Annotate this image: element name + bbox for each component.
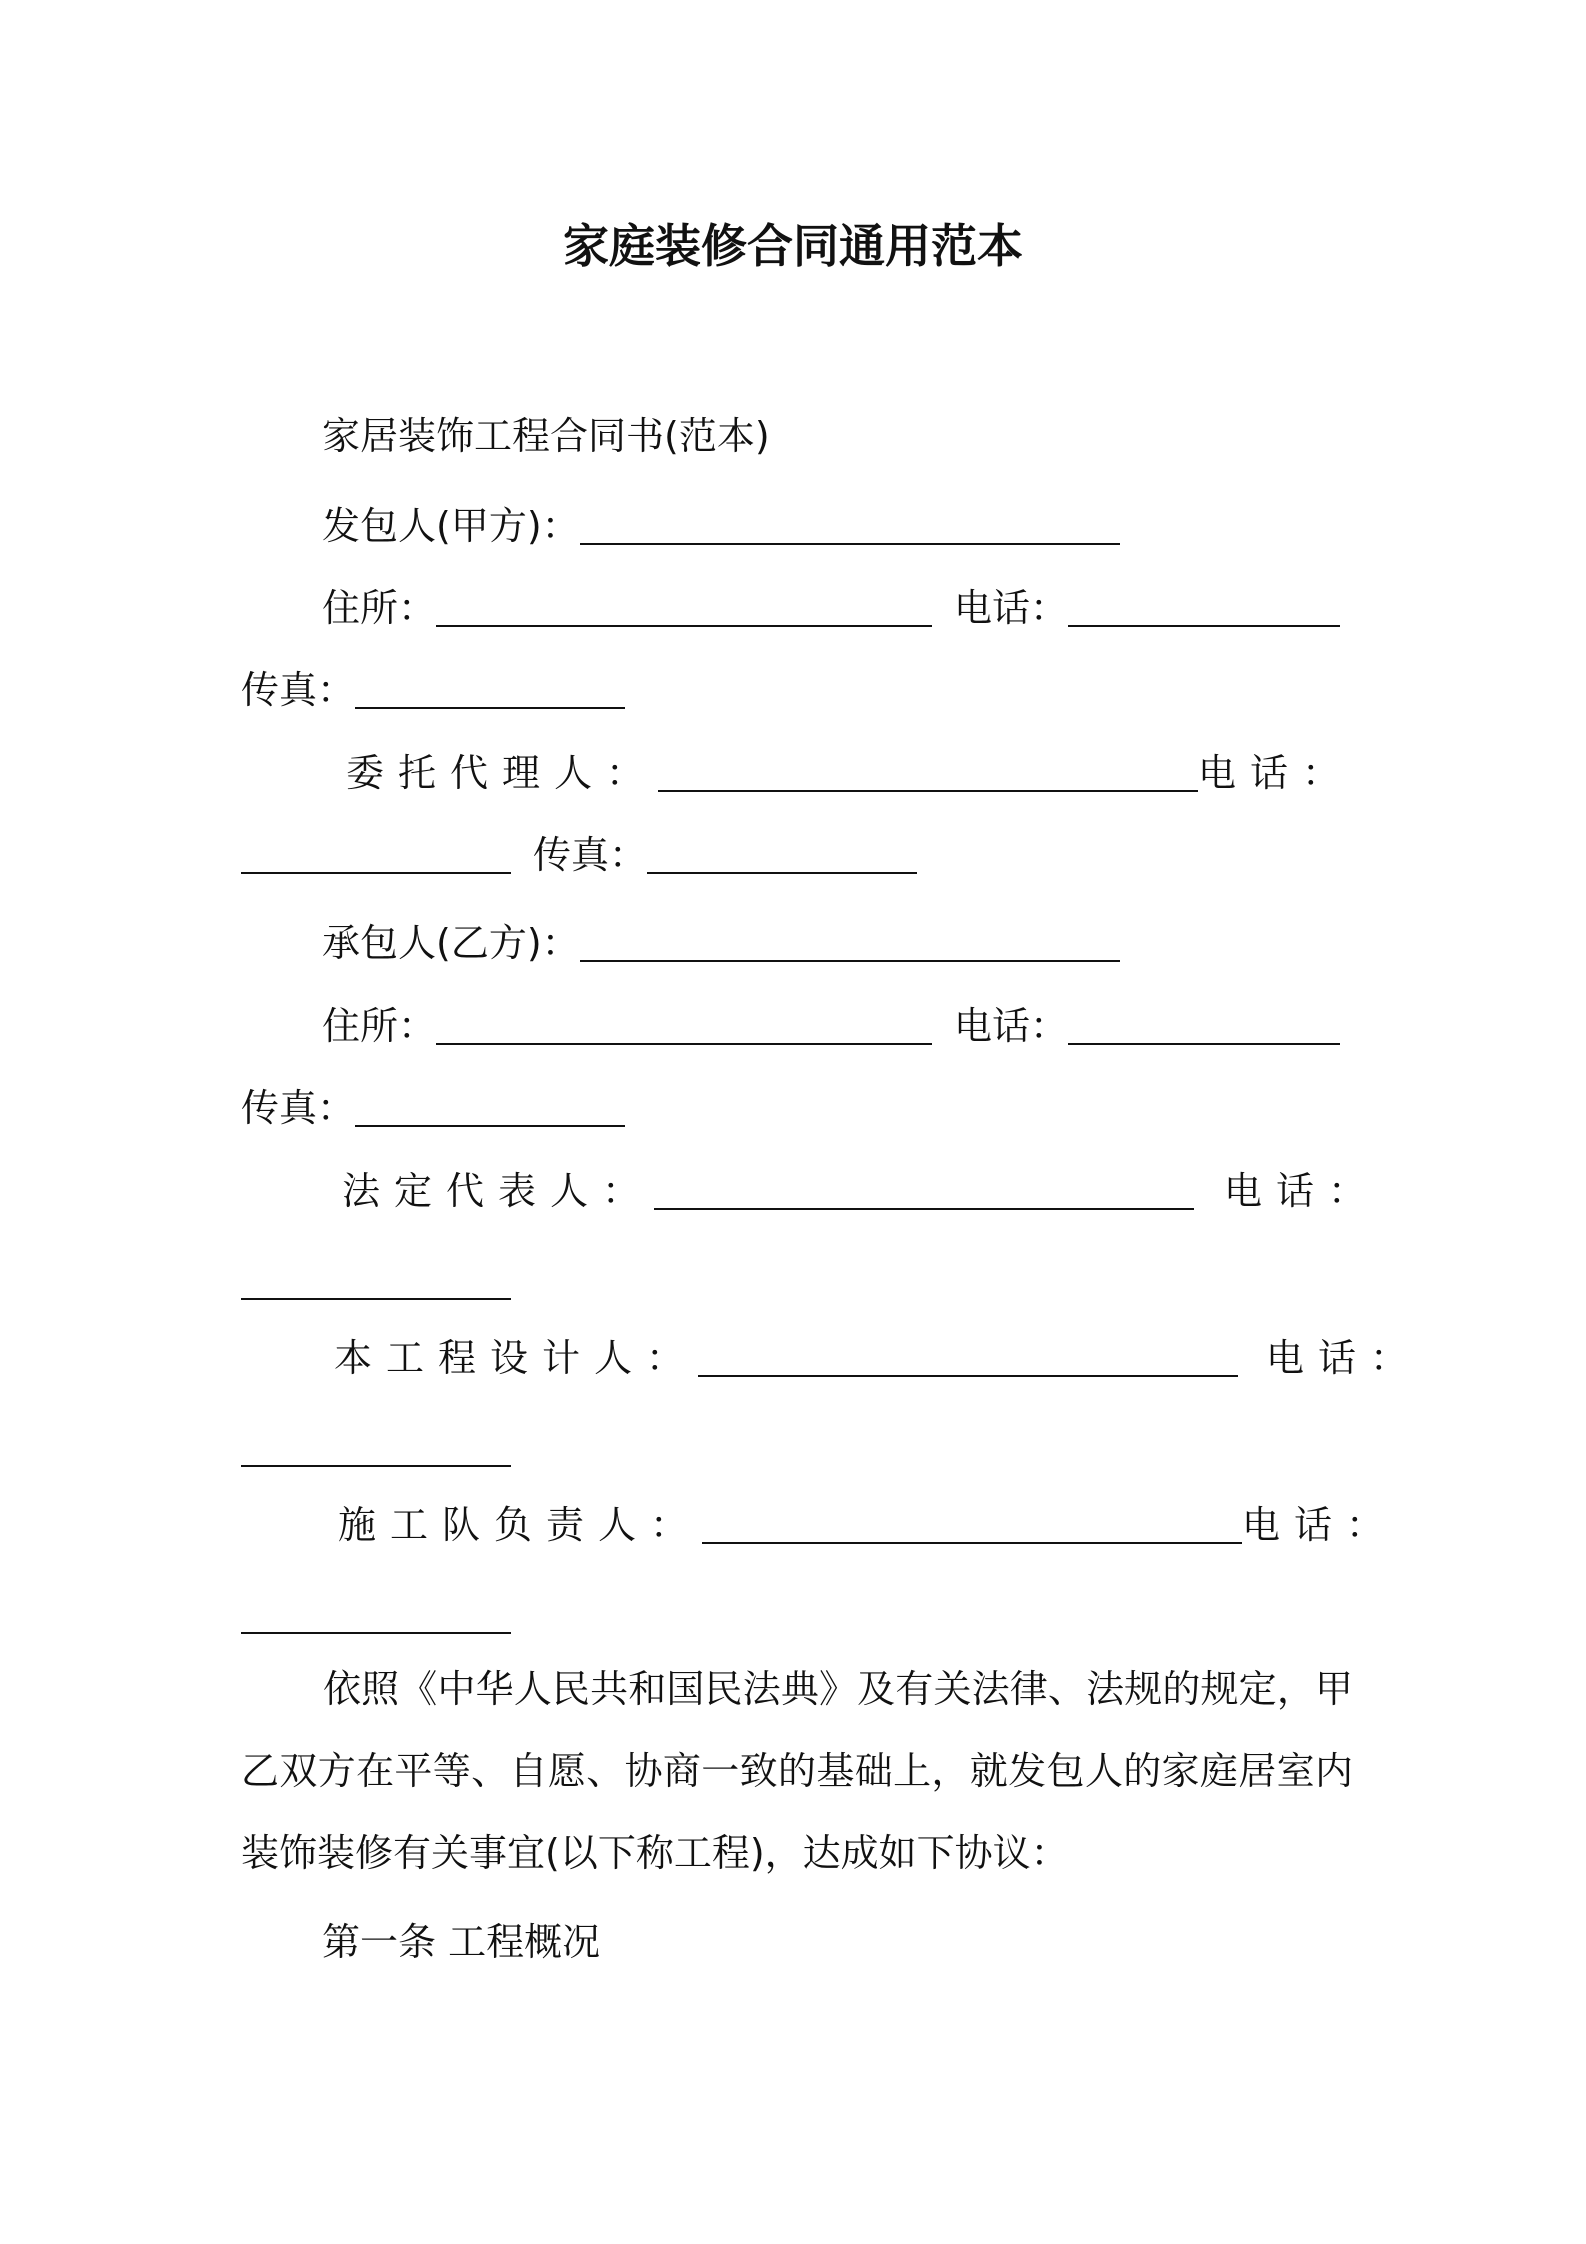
party-a-phone-label: 电话：	[954, 586, 1069, 630]
party-b-fax-label: 传真：	[241, 1086, 356, 1130]
party-a-fax-row	[241, 662, 625, 718]
party-b-team-leader-phone-field[interactable]	[241, 1592, 511, 1634]
party-b-name-field[interactable]	[580, 920, 1120, 962]
party-a-row	[322, 498, 1120, 554]
party-b-address-row	[322, 998, 1340, 1054]
party-a-agent-fax-field[interactable]	[647, 832, 917, 874]
party-b-designer-row	[334, 1330, 1422, 1386]
party-a-agent-phone-field[interactable]	[241, 832, 511, 874]
party-b-legal-rep-row	[342, 1163, 1380, 1219]
party-b-fax-row	[241, 1080, 625, 1136]
party-a-name-field[interactable]	[580, 503, 1120, 545]
party-a-address-field[interactable]	[436, 585, 932, 627]
document-title: 家庭装修合同通用范本	[563, 219, 1023, 273]
contract-subtitle: 家居装饰工程合同书(范本)	[322, 414, 770, 458]
party-a-fax-field[interactable]	[355, 667, 625, 709]
party-b-address-label: 住所：	[322, 1004, 437, 1048]
party-a-agent-contact-row	[241, 827, 917, 883]
party-b-designer-label: 本工程设计人：	[334, 1336, 699, 1380]
party-b-legal-rep-phone-label: 电话：	[1224, 1169, 1381, 1213]
party-a-agent-row	[346, 745, 1354, 801]
party-b-address-field[interactable]	[436, 1003, 932, 1045]
party-b-designer-phone-row	[241, 1420, 511, 1476]
party-b-legal-rep-label: 法定代表人：	[342, 1169, 655, 1213]
preamble-paragraph: 依照《中华人民共和国民法典》及有关法律、法规的规定，甲乙双方在平等、自愿、协商一致的基础上，就发包人的家庭居室内装饰装修有关事宜(以下称工程)，达成如下协议：	[241, 1667, 1353, 1875]
party-b-team-leader-phone-row	[241, 1587, 511, 1643]
party-a-agent-fax-label: 传真：	[533, 833, 648, 877]
party-b-team-leader-phone-label: 电话：	[1242, 1503, 1399, 1547]
party-a-address-label: 住所：	[322, 586, 437, 630]
party-b-team-leader-label: 施工队负责人：	[338, 1503, 703, 1547]
party-a-address-row	[322, 580, 1340, 636]
party-b-team-leader-row	[338, 1497, 1398, 1553]
party-b-fax-field[interactable]	[355, 1085, 625, 1127]
party-a-label: 发包人(甲方)：	[322, 504, 580, 548]
party-b-legal-rep-phone-row	[241, 1253, 511, 1309]
party-a-phone-field[interactable]	[1068, 585, 1340, 627]
party-a-fax-label: 传真：	[241, 668, 356, 712]
party-a-agent-phone-label: 电话：	[1198, 751, 1355, 795]
party-b-label: 承包人(乙方)：	[322, 921, 580, 965]
party-b-phone-field[interactable]	[1068, 1003, 1340, 1045]
party-b-designer-field[interactable]	[698, 1335, 1238, 1377]
party-b-designer-phone-field[interactable]	[241, 1425, 511, 1467]
party-a-agent-field[interactable]	[658, 750, 1198, 792]
party-a-agent-label: 委托代理人：	[346, 751, 659, 795]
party-b-row	[322, 915, 1120, 971]
party-b-team-leader-field[interactable]	[702, 1502, 1242, 1544]
article-1-heading: 第一条 工程概况	[322, 1920, 601, 1964]
party-b-designer-phone-label: 电话：	[1266, 1336, 1423, 1380]
party-b-legal-rep-phone-field[interactable]	[241, 1258, 511, 1300]
party-b-phone-label: 电话：	[954, 1004, 1069, 1048]
party-b-legal-rep-field[interactable]	[654, 1168, 1194, 1210]
